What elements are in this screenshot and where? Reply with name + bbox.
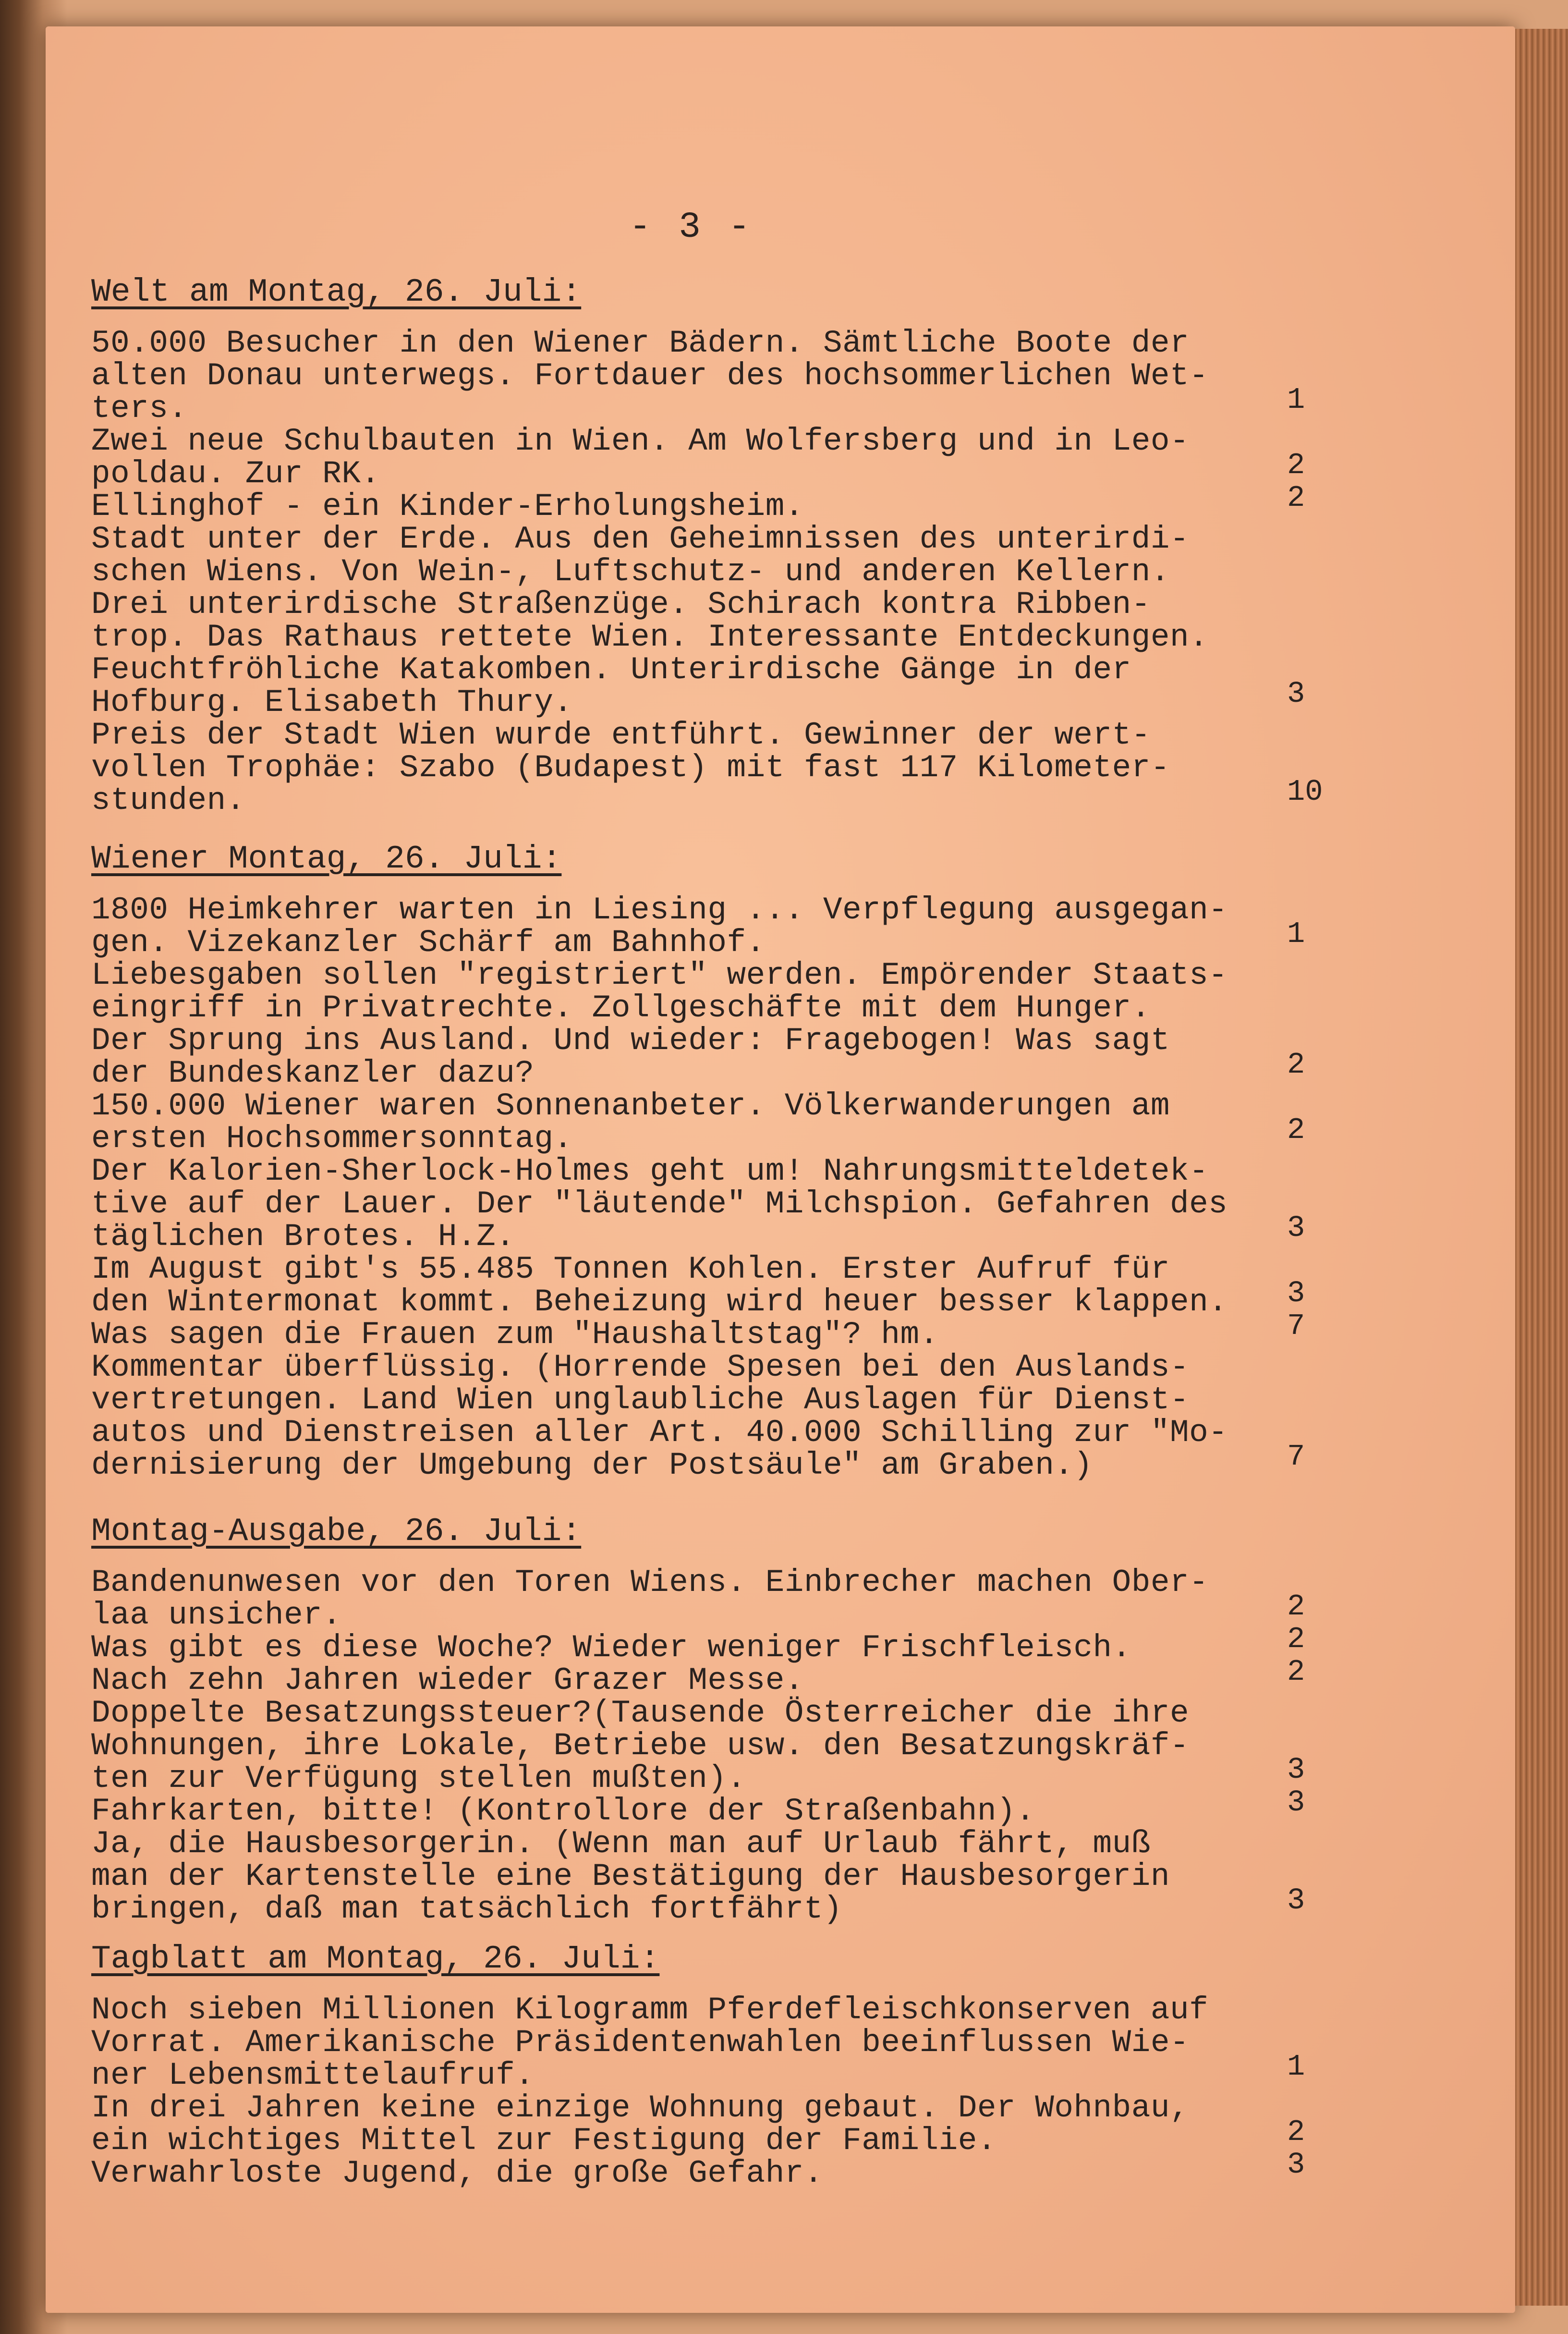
rating-number: 2 bbox=[1287, 1048, 1305, 1082]
headline-line: Ellinghof - ein Kinder-Erholungsheim. bbox=[91, 489, 804, 525]
headline-line: vertretungen. Land Wien unglaubliche Auslagen für Dienst- bbox=[91, 1382, 1190, 1418]
headline-line: ersten Hochsommersonntag. bbox=[91, 1121, 573, 1157]
headline-line: Liebesgaben sollen "registriert" werden. Empörender Staats- bbox=[91, 957, 1228, 993]
rating-number: 1 bbox=[1287, 383, 1305, 417]
headline-item bbox=[91, 1309, 1484, 1353]
headline-item bbox=[91, 894, 1484, 959]
rating-number: 3 bbox=[1287, 1276, 1305, 1310]
headline-line: man der Kartenstelle eine Bestätigung der Hausbesorgerin bbox=[91, 1858, 1170, 1894]
headline-line: laa unsicher. bbox=[91, 1597, 342, 1633]
rating-number: 3 bbox=[1287, 1211, 1305, 1245]
headline-item bbox=[91, 1828, 1484, 1926]
headline-line: ten zur Verfügung stellen mußten). bbox=[91, 1760, 746, 1796]
headline-line: bringen, daß man tatsächlich fortfährt) bbox=[91, 1891, 843, 1927]
rating-number: 2 bbox=[1287, 1622, 1305, 1656]
headline-line: ein wichtiges Mittel zur Festigung der Familie. bbox=[91, 2123, 997, 2159]
rating-number: 2 bbox=[1287, 1655, 1305, 1689]
rating-number: 10 bbox=[1287, 775, 1323, 809]
headline-item bbox=[91, 1090, 1484, 1155]
headline-line: Preis der Stadt Wien wurde entführt. Gewinner der wert- bbox=[91, 717, 1151, 753]
rating-number: 3 bbox=[1287, 1753, 1305, 1787]
headline-item bbox=[91, 1655, 1484, 1699]
headline-line: ner Lebensmittelaufruf. bbox=[91, 2057, 535, 2093]
rating-number: 3 bbox=[1287, 2148, 1305, 2182]
rating-number: 2 bbox=[1287, 2115, 1305, 2149]
rating-number: 2 bbox=[1287, 481, 1305, 515]
rating-number: 1 bbox=[1287, 2050, 1305, 2084]
rating-number: 2 bbox=[1287, 1589, 1305, 1624]
headline-line: Im August gibt's 55.485 Tonnen Kohlen. Erster Aufruf für bbox=[91, 1251, 1170, 1287]
rating-number: 1 bbox=[1287, 917, 1305, 951]
headline-line: dernisierung der Umgebung der Postsäule" am Graben.) bbox=[91, 1447, 1093, 1483]
headline-line: den Wintermonat kommt. Beheizung wird heuer besser klappen. bbox=[91, 1284, 1228, 1320]
headline-item bbox=[91, 523, 1484, 719]
newspaper-section bbox=[91, 841, 1484, 1482]
headline-line: Drei unterirdische Straßenzüge. Schirach kontra Ribben- bbox=[91, 587, 1151, 623]
headline-line: Doppelte Besatzungssteuer?(Tausende Österreicher die ihre bbox=[91, 1695, 1190, 1731]
rating-number: 2 bbox=[1287, 1113, 1305, 1147]
rating-number: 7 bbox=[1287, 1309, 1305, 1343]
headline-item bbox=[91, 1622, 1484, 1666]
headline-line: stunden. bbox=[91, 782, 245, 819]
headline-item bbox=[91, 959, 1484, 1090]
newspaper-section bbox=[91, 1941, 1484, 2190]
headline-line: Was sagen die Frauen zum "Haushaltstag"? hm. bbox=[91, 1317, 939, 1353]
headline-line: Hofburg. Elisabeth Thury. bbox=[91, 684, 573, 721]
headline-item bbox=[91, 425, 1484, 490]
page-number: - 3 - bbox=[629, 207, 754, 248]
headline-line: Bandenunwesen vor den Toren Wiens. Einbrecher machen Ober- bbox=[91, 1564, 1209, 1601]
headline-line: tive auf der Lauer. Der "läutende" Milchspion. Gefahren des bbox=[91, 1186, 1228, 1222]
headline-item bbox=[91, 2092, 1484, 2157]
headline-line: 150.000 Wiener waren Sonnenanbeter. Völkerwanderungen am bbox=[91, 1088, 1170, 1124]
headline-line: ters. bbox=[91, 391, 188, 427]
newspaper-section bbox=[91, 1513, 1484, 1926]
headline-item bbox=[91, 1253, 1484, 1319]
headline-item bbox=[91, 1994, 1484, 2092]
headline-line: 1800 Heimkehrer warten in Liesing ... Verpflegung ausgegan- bbox=[91, 892, 1228, 928]
headline-line: 50.000 Besucher in den Wiener Bädern. Sämtliche Boote der bbox=[91, 325, 1190, 361]
headline-item bbox=[91, 327, 1484, 425]
newspaper-section bbox=[91, 274, 1484, 817]
headline-line: Noch sieben Millionen Kilogramm Pferdefleischkonserven auf bbox=[91, 1992, 1209, 2028]
headline-line: Stadt unter der Erde. Aus den Geheimnissen des unterirdi- bbox=[91, 521, 1190, 557]
headline-line: Zwei neue Schulbauten in Wien. Am Wolfersberg und in Leo- bbox=[91, 423, 1190, 459]
headline-item bbox=[91, 719, 1484, 817]
headline-line: Vorrat. Amerikanische Präsidentenwahlen beeinflussen Wie- bbox=[91, 2025, 1190, 2061]
headline-item bbox=[91, 1785, 1484, 1829]
headline-line: In drei Jahren keine einzige Wohnung gebaut. Der Wohnbau, bbox=[91, 2090, 1190, 2126]
headline-line: Was gibt es diese Woche? Wieder weniger Frischfleisch. bbox=[91, 1630, 1131, 1666]
headline-line: Der Sprung ins Ausland. Und wieder: Fragebogen! Was sagt bbox=[91, 1023, 1170, 1059]
headline-line: Der Kalorien-Sherlock-Holmes geht um! Nahrungsmitteldetek- bbox=[91, 1153, 1209, 1189]
headline-line: Verwahrloste Jugend, die große Gefahr. bbox=[91, 2155, 824, 2191]
page-stack-edge bbox=[1515, 29, 1568, 2306]
headline-item bbox=[91, 1697, 1484, 1795]
section-heading: Tagblatt am Montag, 26. Juli: bbox=[91, 1941, 660, 1978]
headline-item bbox=[91, 1351, 1484, 1482]
section-heading: Montag-Ausgabe, 26. Juli: bbox=[91, 1513, 582, 1550]
headline-line: autos und Dienstreisen aller Art. 40.000 Schilling zur "Mo- bbox=[91, 1415, 1228, 1451]
headline-line: Kommentar überflüssig. (Horrende Spesen bei den Auslands- bbox=[91, 1349, 1190, 1385]
section-heading: Welt am Montag, 26. Juli: bbox=[91, 274, 582, 311]
headline-line: Feuchtfröhliche Katakomben. Unterirdische Gänge in der bbox=[91, 652, 1131, 688]
rating-number: 3 bbox=[1287, 1785, 1305, 1820]
headline-item bbox=[91, 2148, 1484, 2191]
headline-line: täglichen Brotes. H.Z. bbox=[91, 1219, 515, 1255]
rating-number: 2 bbox=[1287, 448, 1305, 482]
headline-item bbox=[91, 1155, 1484, 1253]
headline-line: trop. Das Rathaus rettete Wien. Interessante Entdeckungen. bbox=[91, 619, 1209, 655]
headline-line: Nach zehn Jahren wieder Grazer Messe. bbox=[91, 1662, 804, 1699]
section-heading: Wiener Montag, 26. Juli: bbox=[91, 841, 562, 878]
headline-item bbox=[91, 481, 1484, 525]
rating-number: 7 bbox=[1287, 1440, 1305, 1474]
rating-number: 3 bbox=[1287, 677, 1305, 711]
headline-item bbox=[91, 1566, 1484, 1632]
headline-line: schen Wiens. Von Wein-, Luftschutz- und anderen Kellern. bbox=[91, 554, 1170, 590]
headline-line: alten Donau unterwegs. Fortdauer des hochsommerlichen Wet- bbox=[91, 358, 1209, 394]
headline-line: poldau. Zur RK. bbox=[91, 456, 380, 492]
headline-line: eingriff in Privatrechte. Zollgeschäfte mit dem Hunger. bbox=[91, 990, 1151, 1026]
headline-line: Ja, die Hausbesorgerin. (Wenn man auf Urlaub fährt, muß bbox=[91, 1826, 1151, 1862]
headline-line: Fahrkarten, bitte! (Kontrollore der Straßenbahn). bbox=[91, 1793, 1035, 1829]
rating-number: 3 bbox=[1287, 1883, 1305, 1918]
headline-line: der Bundeskanzler dazu? bbox=[91, 1055, 535, 1091]
headline-line: Wohnungen, ihre Lokale, Betriebe usw. den Besatzungskräf- bbox=[91, 1728, 1190, 1764]
headline-line: vollen Trophäe: Szabo (Budapest) mit fast 117 Kilometer- bbox=[91, 750, 1170, 786]
headline-line: gen. Vizekanzler Schärf am Bahnhof. bbox=[91, 925, 766, 961]
